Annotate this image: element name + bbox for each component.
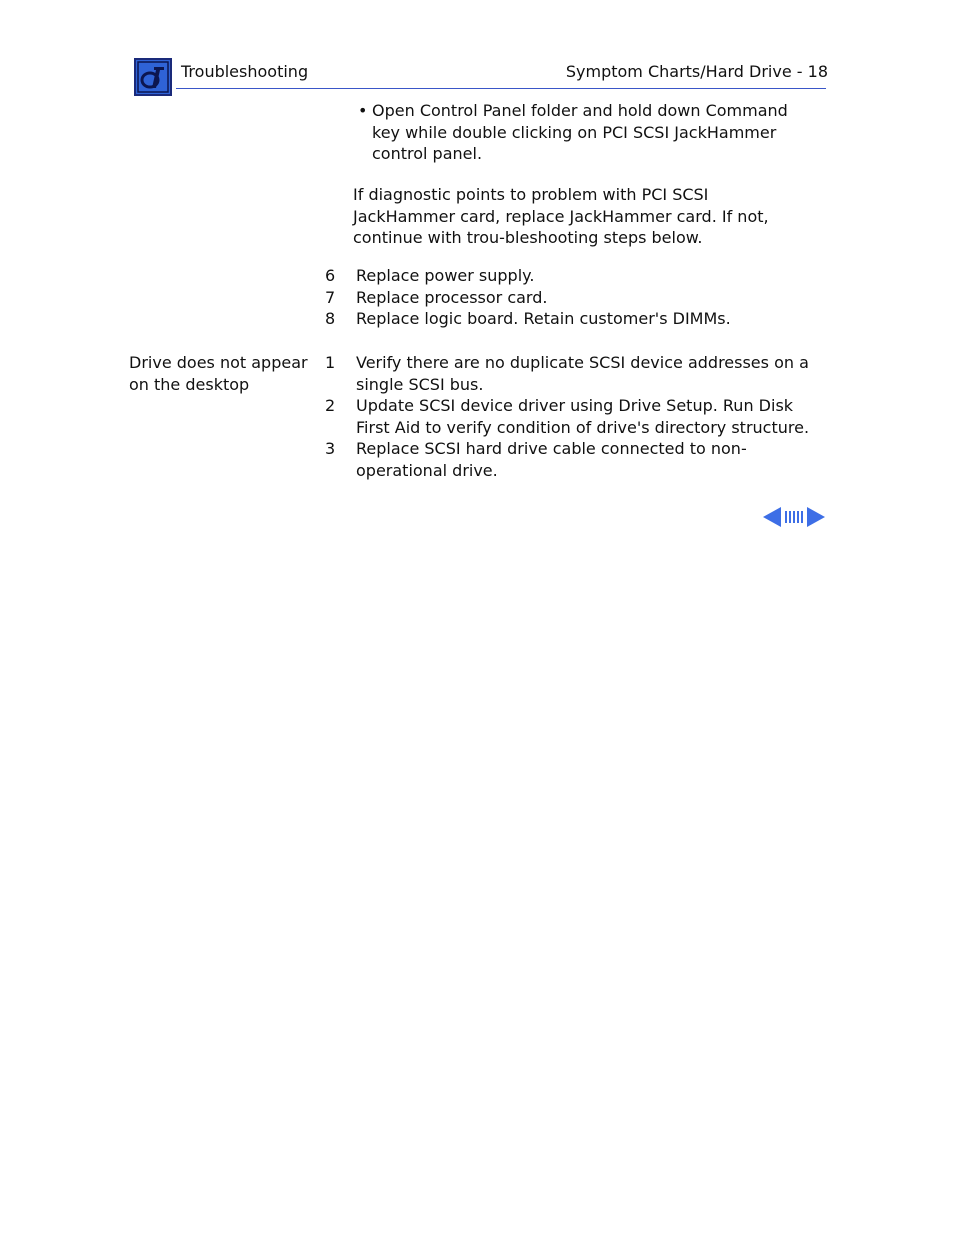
symptom-label: Drive does not appear on the desktop [129, 353, 308, 394]
step-text: Replace logic board. Retain customer's DIMMs. [356, 309, 731, 329]
diagnostic-paragraph: If diagnostic points to problem with PCI SCSI JackHammer card, replace JackHammer card. If not, continue with trou-bleshooting steps below. [353, 185, 769, 248]
steps-list-power [325, 265, 820, 330]
step-text: Replace SCSI hard drive cable connected to non-operational drive. [356, 439, 747, 480]
page-title: Symptom Charts/Hard Drive - 18 [565, 62, 828, 81]
step-number: 8 [325, 309, 336, 329]
page-index-icon[interactable] [785, 511, 803, 523]
list-item [325, 265, 820, 287]
right-triangle-icon[interactable] [807, 507, 825, 527]
step-text: Replace processor card. [356, 287, 548, 307]
list-item [325, 395, 820, 438]
bullet-mark: • [358, 101, 368, 120]
list-item [325, 308, 820, 330]
list-item [325, 352, 820, 395]
step-number: 7 [325, 287, 336, 307]
bullet-text: Open Control Panel folder and hold down Command key while double clicking on PCI SCSI JackHammer control panel. [372, 101, 788, 164]
step-number: 2 [325, 396, 336, 416]
bullet-item [358, 100, 808, 165]
steps-list-drive [325, 352, 820, 482]
header-divider [176, 88, 826, 89]
list-item [325, 287, 820, 309]
step-number: 6 [325, 266, 336, 285]
apple-service-manual-icon [134, 58, 172, 96]
page-navigation [763, 506, 825, 528]
list-item [325, 438, 820, 481]
step-number: 1 [325, 353, 336, 372]
step-text: Update SCSI device driver using Drive Setup. Run Disk First Aid to verify condition of drive's directory structure. [356, 396, 810, 437]
left-triangle-icon[interactable] [763, 507, 781, 527]
section-title: Troubleshooting [181, 62, 309, 81]
step-number: 3 [325, 439, 336, 459]
step-text: Replace power supply. [356, 266, 535, 285]
step-text: Verify there are no duplicate SCSI device addresses on a single SCSI bus. [356, 353, 809, 394]
